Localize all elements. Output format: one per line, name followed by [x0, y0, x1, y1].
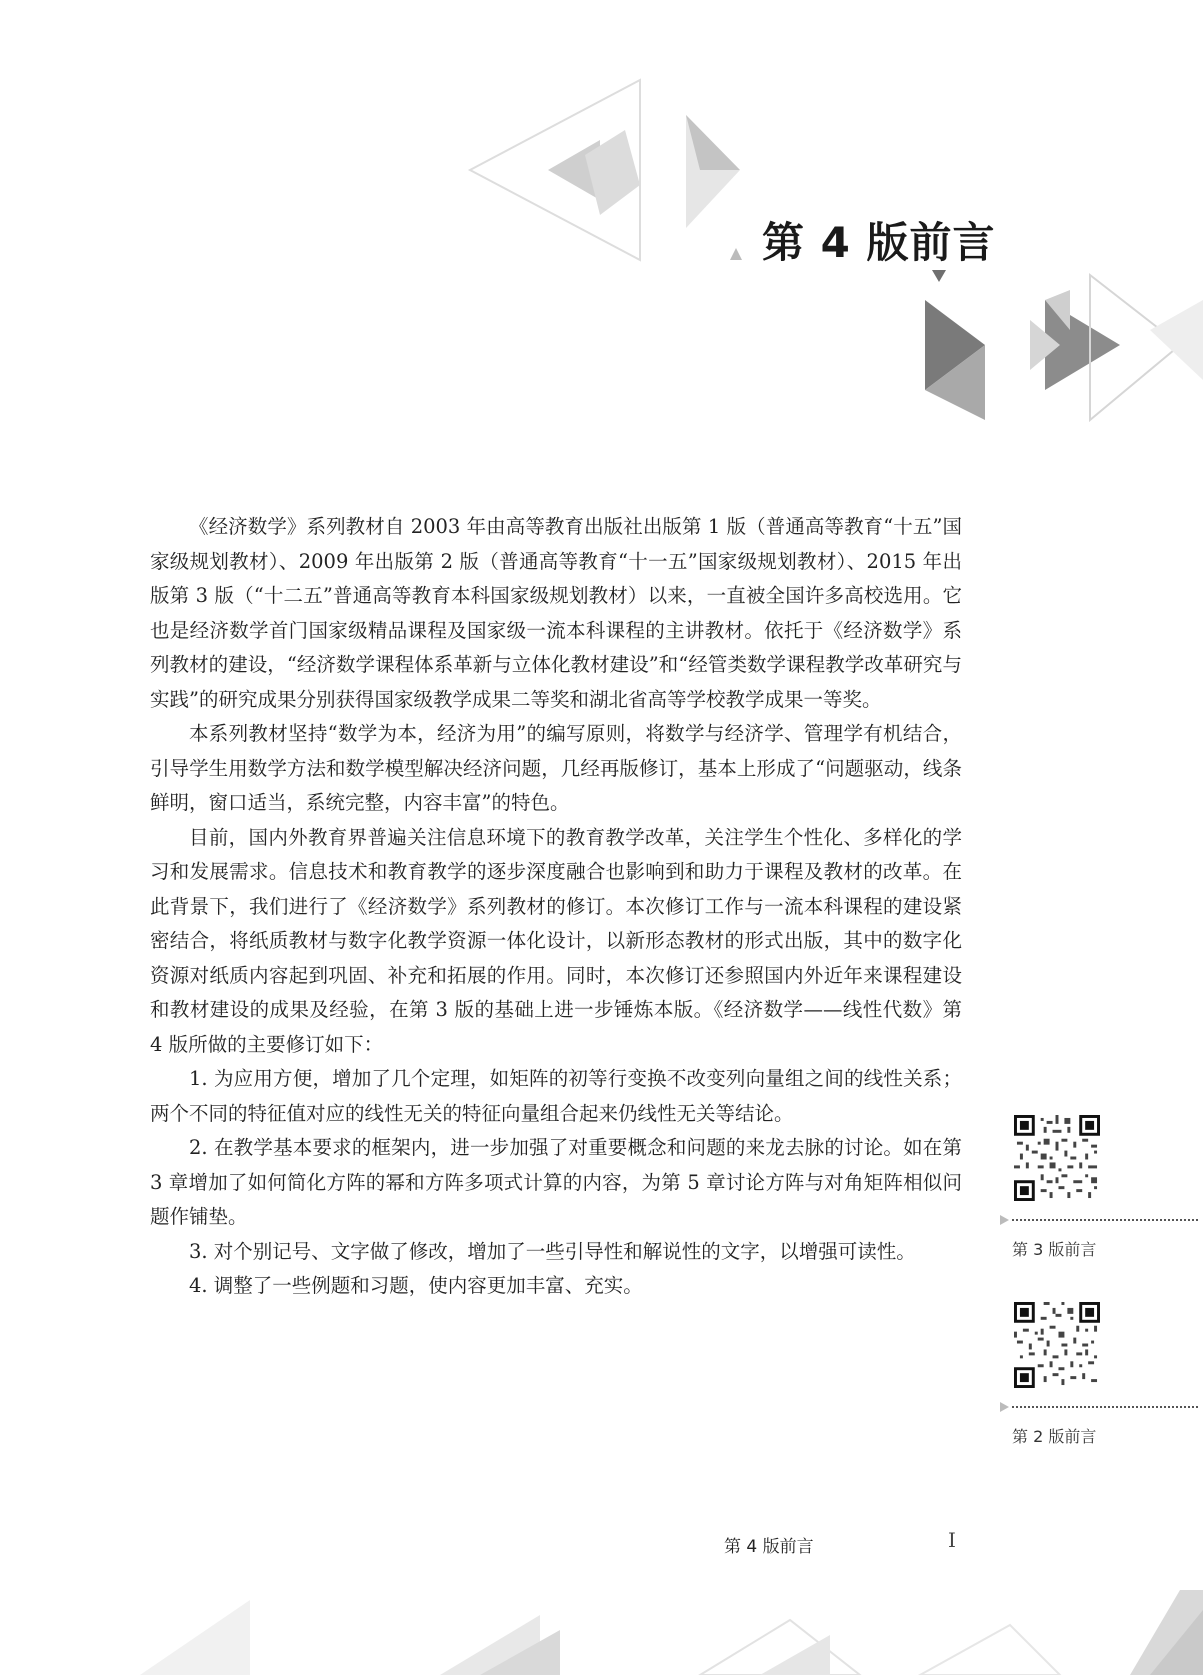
page-number: Ⅰ — [948, 1528, 956, 1552]
paragraph: 《经济数学》系列教材自 2003 年由高等教育出版社出版第 1 版（普通高等教育“十五”国家级规划教材）、2009 年出版第 2 版（普通高等教育“十一五”国家级规划教材）、2015 年出版第 3 版（“十二五”普通高等教育本科国家级规划教材）以来，一直被全国许多高校选用。它也是经济数学首门国家级精品课程及国家级一流本科课程的主讲教材。依托于《经济数学》系列教材的建设，“经济数学课程体系革新与立体化教材建设”和“经管类数学课程教学改革研究与实践”的研究成果分别获得国家级教学成果二等奖和湖北省高等学校教学成果一等奖。 — [150, 515, 962, 711]
list-item: 4. 调整了一些例题和习题，使内容更加丰富、充实。 — [189, 1274, 643, 1297]
paragraph: 本系列教材坚持“数学为本，经济为用”的编写原则，将数学与经济学、管理学有机结合，引导学生用数学方法和数学模型解决经济问题，几经再版修订，基本上形成了“问题驱动，线条鲜明，窗口适当，系统完整，内容丰富”的特色。 — [150, 722, 962, 814]
qr-code-icon — [1014, 1115, 1100, 1201]
preface-body — [150, 510, 962, 1304]
qr-link-3rd-edition[interactable] — [1000, 1115, 1200, 1260]
qr-label: 第 2 版前言 — [1012, 1427, 1097, 1446]
qr-label: 第 3 版前言 — [1012, 1240, 1097, 1259]
qr-code-icon — [1014, 1302, 1100, 1388]
list-item: 2. 在教学基本要求的框架内，进一步加强了对重要概念和问题的来龙去脉的讨论。如在第 3 章增加了如何简化方阵的幂和方阵多项式计算的内容，为第 5 章讨论方阵与对角矩阵相似问题作铺垫。 — [150, 1136, 962, 1228]
page-title: 第 4 版前言 — [762, 218, 996, 267]
paragraph: 目前，国内外教育界普遍关注信息环境下的教育教学改革，关注学生个性化、多样化的学习和发展需求。信息技术和教育教学的逐步深度融合也影响到和助力于课程及教材的改革。在此背景下，我们进行了《经济数学》系列教材的修订。本次修订工作与一流本科课程的建设紧密结合，将纸质教材与数字化教学资源一体化设计，以新形态教材的形式出版，其中的数字化资源对纸质内容起到巩固、补充和拓展的作用。同时，本次修订还参照国内外近年来课程建设和教材建设的成果及经验，在第 3 版的基础上进一步锤炼本版。《经济数学——线性代数》第 4 版所做的主要修订如下： — [150, 825, 962, 1056]
list-item: 1. 为应用方便，增加了几个定理，如矩阵的初等行变换不改变列向量组之间的线性关系；两个不同的特征值对应的线性无关的特征向量组合起来仍线性无关等结论。 — [150, 1067, 962, 1125]
dotted-divider — [1000, 1402, 1198, 1410]
running-footer-title: 第 4 版前言 — [724, 1537, 814, 1557]
list-item: 3. 对个别记号、文字做了修改，增加了一些引导性和解说性的文字，以增强可读性。 — [189, 1239, 916, 1263]
qr-link-2nd-edition[interactable] — [1000, 1302, 1200, 1447]
dotted-divider — [1000, 1215, 1198, 1223]
